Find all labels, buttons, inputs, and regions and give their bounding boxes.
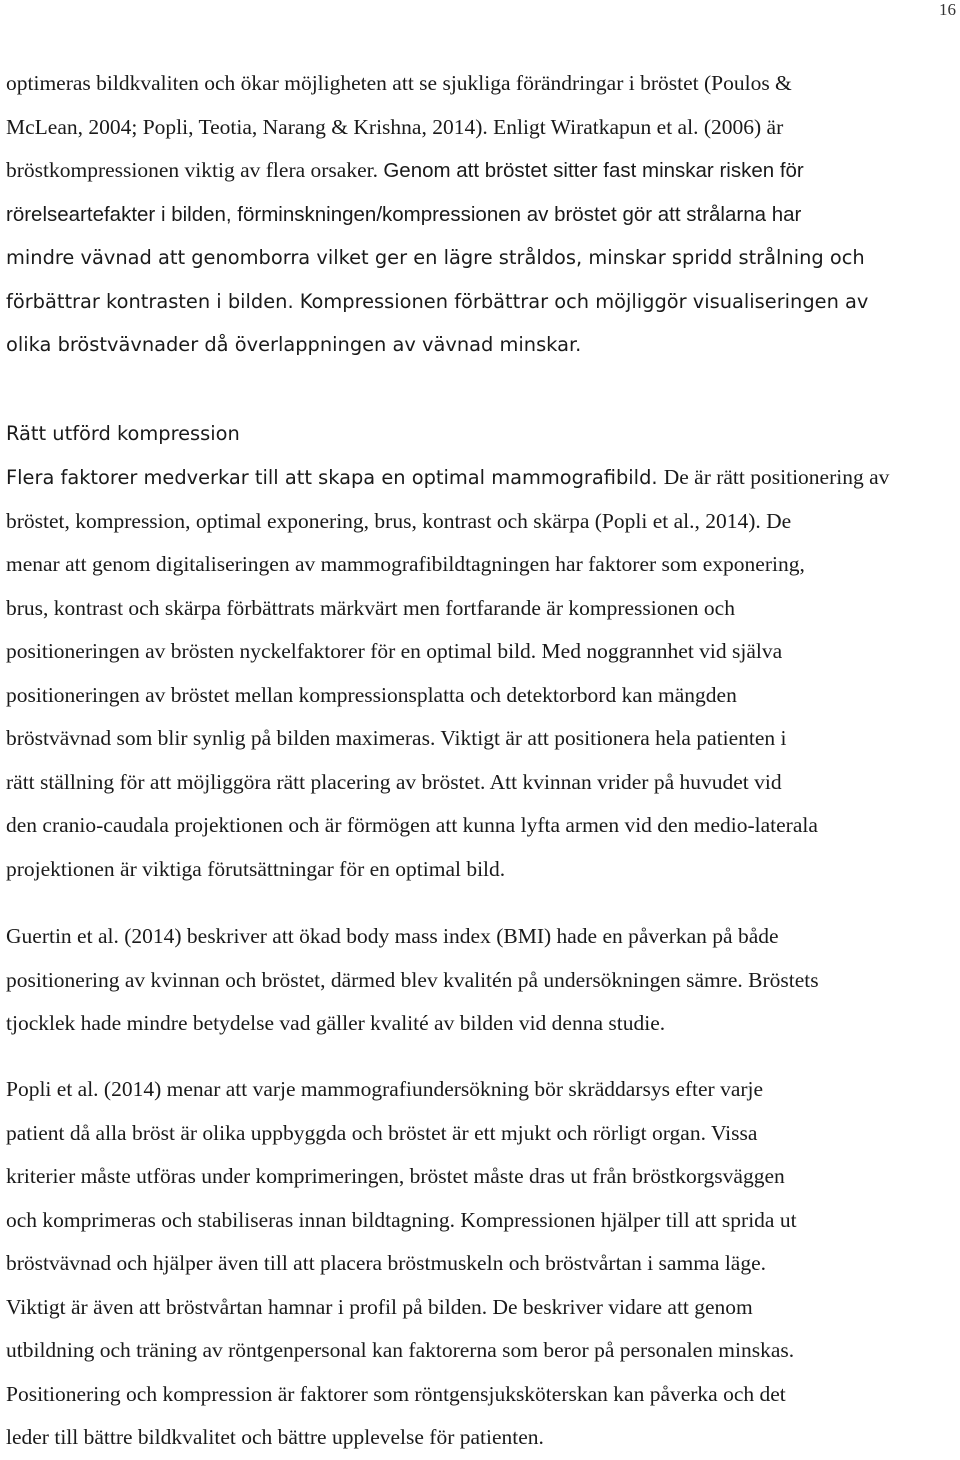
text-line: bröstvävnad som blir synlig på bilden maximeras. Viktigt är att positionera hela patienten i bbox=[6, 726, 787, 750]
text-line: Popli et al. (2014) menar att varje mammografiundersökning bör skräddarsys efter varje bbox=[6, 1077, 764, 1101]
paragraph-compression-reasons bbox=[6, 62, 958, 367]
heading-text: Rätt utförd kompression bbox=[6, 422, 240, 445]
text-line: positioneringen av brösten nyckelfaktorer för en optimal bild. Med noggrannhet vid själva bbox=[6, 639, 783, 663]
paragraph-bmi bbox=[6, 915, 958, 1046]
page-number: 16 bbox=[939, 0, 956, 19]
section-heading bbox=[6, 412, 958, 456]
text-line: förbättrar kontrasten i bilden. Kompressionen förbättrar och möjliggör visualiseringen av bbox=[6, 289, 869, 313]
text-line: och komprimeras och stabiliseras innan bildtagning. Kompressionen hjälper till att sprida ut bbox=[6, 1207, 797, 1232]
text-line: Positionering och kompression är faktorer som röntgensjuksköterskan kan påverka och det bbox=[6, 1381, 786, 1406]
text-line: olika bröstvävnader då överlappningen av vävnad minskar. bbox=[6, 333, 582, 356]
text-line: den cranio-caudala projektionen och är förmögen att kunna lyfta armen vid den medio-laterala bbox=[6, 813, 818, 837]
text-line bbox=[6, 456, 958, 500]
text-line: bröstvävnad och hjälper även till att placera bröstmuskeln och bröstvårtan i samma läge. bbox=[6, 1251, 767, 1275]
text-line: brus, kontrast och skärpa förbättrats märkvärt men fortfarande är kompressionen och bbox=[6, 595, 735, 620]
text-line: projektionen är viktiga förutsättningar för en optimal bild. bbox=[6, 856, 506, 881]
text-line: positionering av kvinnan och bröstet, därmed blev kvalitén på undersökningen sämre. Bröstets bbox=[6, 967, 819, 992]
text-line: positioneringen av bröstet mellan kompressionsplatta och detektorbord kan mängden bbox=[6, 682, 737, 707]
text-line: kriterier måste utföras under komprimeringen, bröstet måste dras ut från bröstkorgsväggen bbox=[6, 1164, 785, 1188]
text-line: optimeras bildkvaliten och ökar möjligheten att se sjukliga förändringar i bröstet (Poulos & bbox=[6, 71, 792, 95]
text-line: menar att genom digitaliseringen av mammografibildtagningen har faktorer som exponering, bbox=[6, 552, 805, 576]
text-line: mindre vävnad att genomborra vilket ger en lägre stråldos, minskar spridd strålning och bbox=[6, 246, 865, 269]
paragraph-individual-examination bbox=[6, 1068, 958, 1460]
text-line: rörelseartefakter i bilden, förminskningen/kompressionen av bröstet gör att strålarna har bbox=[6, 202, 802, 226]
text-line: tjocklek hade mindre betydelse vad gäller kvalité av bilden vid denna studie. bbox=[6, 1011, 666, 1035]
text-line: patient då alla bröst är olika uppbyggda och bröstet är ett mjukt och rörligt organ. Vissa bbox=[6, 1120, 758, 1145]
text-segment: Genom att bröstet sitter fast minskar risken för bbox=[383, 159, 804, 182]
text-line: leder till bättre bildkvalitet och bättre upplevelse för patienten. bbox=[6, 1425, 544, 1449]
text-segment: De är rätt positionering av bbox=[663, 465, 890, 489]
paragraph-optimal-image-factors bbox=[6, 456, 958, 891]
text-line: bröstet, kompression, optimal exponering, brus, kontrast och skärpa (Popli et al., 2014). De bbox=[6, 508, 792, 533]
text-line: McLean, 2004; Popli, Teotia, Narang & Krishna, 2014). Enligt Wiratkapun et al. (2006) är bbox=[6, 114, 784, 139]
text-line: Guertin et al. (2014) beskriver att ökad body mass index (BMI) hade en påverkan på både bbox=[6, 924, 779, 948]
text-segment: Flera faktorer medverkar till att skapa en optimal mammografibild. bbox=[6, 466, 664, 489]
text-line bbox=[6, 149, 958, 193]
text-line: utbildning och träning av röntgenpersonal kan faktorerna som beror på personalen minskas. bbox=[6, 1338, 795, 1362]
text-segment: bröstkompressionen viktig av flera orsaker. bbox=[6, 158, 384, 182]
text-line: rätt ställning för att möjliggöra rätt placering av bröstet. Att kvinnan vrider på huvudet vid bbox=[6, 769, 782, 794]
text-line: Viktigt är även att bröstvårtan hamnar i profil på bilden. De beskriver vidare att genom bbox=[6, 1294, 753, 1319]
